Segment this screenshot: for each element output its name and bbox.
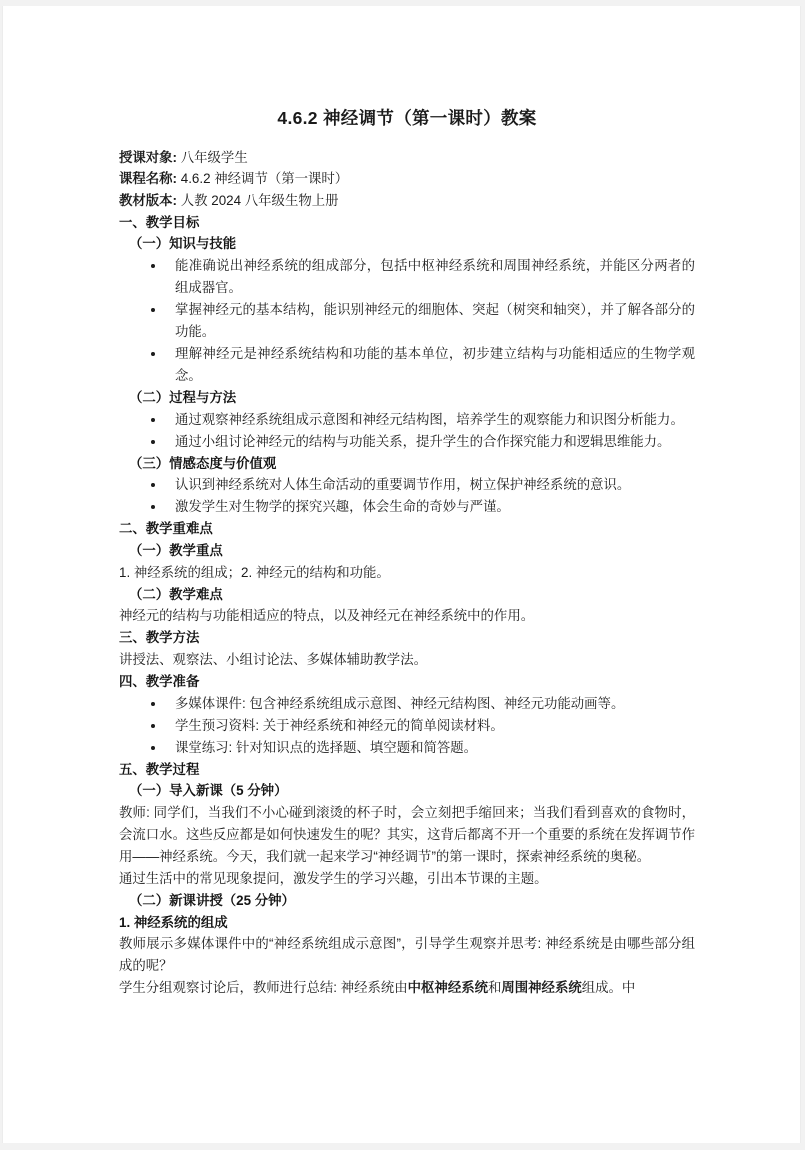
meta-label-audience: 授课对象: <box>119 149 178 165</box>
meta-row-course <box>119 168 695 190</box>
list-item: 学生预习资料: 关于神经系统和神经元的简单阅读材料。 <box>119 715 695 737</box>
text-key-points: 1. 神经系统的组成；2. 神经元的结构和功能。 <box>119 564 390 580</box>
text-composition-summary <box>119 977 695 999</box>
heading-key-points: （一）教学重点 <box>129 542 223 558</box>
heading-teaching-process: 五、教学过程 <box>119 761 200 777</box>
list-item: 理解神经元是神经系统结构和功能的基本单位，初步建立结构与功能相适应的生物学观念。 <box>119 343 695 387</box>
list-teaching-preparation <box>119 693 695 759</box>
heading-nervous-system-composition: 1. 神经系统的组成 <box>119 914 228 930</box>
text-introduction-note: 通过生活中的常见现象提问，激发学生的学习兴趣，引出本节课的主题。 <box>119 871 548 887</box>
heading-teaching-preparation: 四、教学准备 <box>119 674 200 690</box>
list-emotion-values <box>119 474 695 518</box>
meta-row-textbook <box>119 190 695 212</box>
meta-value-textbook: 人教 2024 八年级生物上册 <box>180 192 339 208</box>
list-item: 通过观察神经系统组成示意图和神经元结构图，培养学生的观察能力和识图分析能力。 <box>119 409 695 431</box>
text-teaching-methods: 讲授法、观察法、小组讨论法、多媒体辅助教学法。 <box>119 652 427 668</box>
list-item: 通过小组讨论神经元的结构与功能关系，提升学生的合作探究能力和逻辑思维能力。 <box>119 431 695 453</box>
meta-value-audience: 八年级学生 <box>180 149 248 165</box>
summary-conjunction: 和 <box>488 980 502 996</box>
list-item: 认识到神经系统对人体生命活动的重要调节作用，树立保护神经系统的意识。 <box>119 474 695 496</box>
document-page <box>2 6 801 1143</box>
list-process-methods <box>119 409 695 453</box>
list-item: 多媒体课件: 包含神经系统组成示意图、神经元结构图、神经元功能动画等。 <box>119 693 695 715</box>
meta-value-course: 4.6.2 神经调节（第一课时） <box>180 171 349 187</box>
list-knowledge-skills <box>119 255 695 387</box>
heading-teaching-objectives: 一、教学目标 <box>119 214 200 230</box>
heading-key-difficult-points: 二、教学重难点 <box>119 521 213 537</box>
meta-label-course: 课程名称: <box>119 171 178 187</box>
meta-label-textbook: 教材版本: <box>119 192 178 208</box>
text-composition-question: 教师展示多媒体课件中的“神经系统组成示意图”，引导学生观察并思考: 神经系统是由哪些部分组成的呢？ <box>119 936 695 974</box>
heading-knowledge-skills: （一）知识与技能 <box>129 236 237 252</box>
list-item: 掌握神经元的基本结构，能识别神经元的细胞体、突起（树突和轴突），并了解各部分的功能。 <box>119 299 695 343</box>
document-content <box>119 106 695 999</box>
heading-difficult-points: （二）教学难点 <box>129 586 223 602</box>
summary-prefix: 学生分组观察讨论后，教师进行总结: 神经系统由 <box>119 980 408 996</box>
term-peripheral-nervous-system: 周围神经系统 <box>501 980 582 996</box>
heading-emotion-values: （三）情感态度与价值观 <box>129 455 277 471</box>
text-lesson-introduction: 教师: 同学们，当我们不小心碰到滚烫的杯子时，会立刻把手缩回来；当我们看到喜欢的食物时，会流口水。这些反应都是如何快速发生的呢？其实，这背后都离不开一个重要的系统在发挥调节作用——神经系统。今天，我们就一起来学习“神经调节”的第一课时，探索神经系统的奥秘。 <box>119 805 695 865</box>
heading-teaching-methods: 三、教学方法 <box>119 630 200 646</box>
page-title: 4.6.2 神经调节（第一课时）教案 <box>277 108 537 128</box>
summary-suffix: 组成。中 <box>581 980 636 996</box>
term-central-nervous-system: 中枢神经系统 <box>407 980 488 996</box>
heading-new-lesson-lecture: （二）新课讲授（25 分钟） <box>129 893 295 909</box>
list-item: 能准确说出神经系统的组成部分，包括中枢神经系统和周围神经系统，并能区分两者的组成器官。 <box>119 255 695 299</box>
text-difficult-points: 神经元的结构与功能相适应的特点，以及神经元在神经系统中的作用。 <box>119 608 535 624</box>
meta-row-audience <box>119 147 695 169</box>
list-item: 课堂练习: 针对知识点的选择题、填空题和简答题。 <box>119 737 695 759</box>
heading-process-methods: （二）过程与方法 <box>129 389 237 405</box>
list-item: 激发学生对生物学的探究兴趣，体会生命的奇妙与严谨。 <box>119 496 695 518</box>
heading-lesson-introduction: （一）导入新课（5 分钟） <box>129 783 288 799</box>
